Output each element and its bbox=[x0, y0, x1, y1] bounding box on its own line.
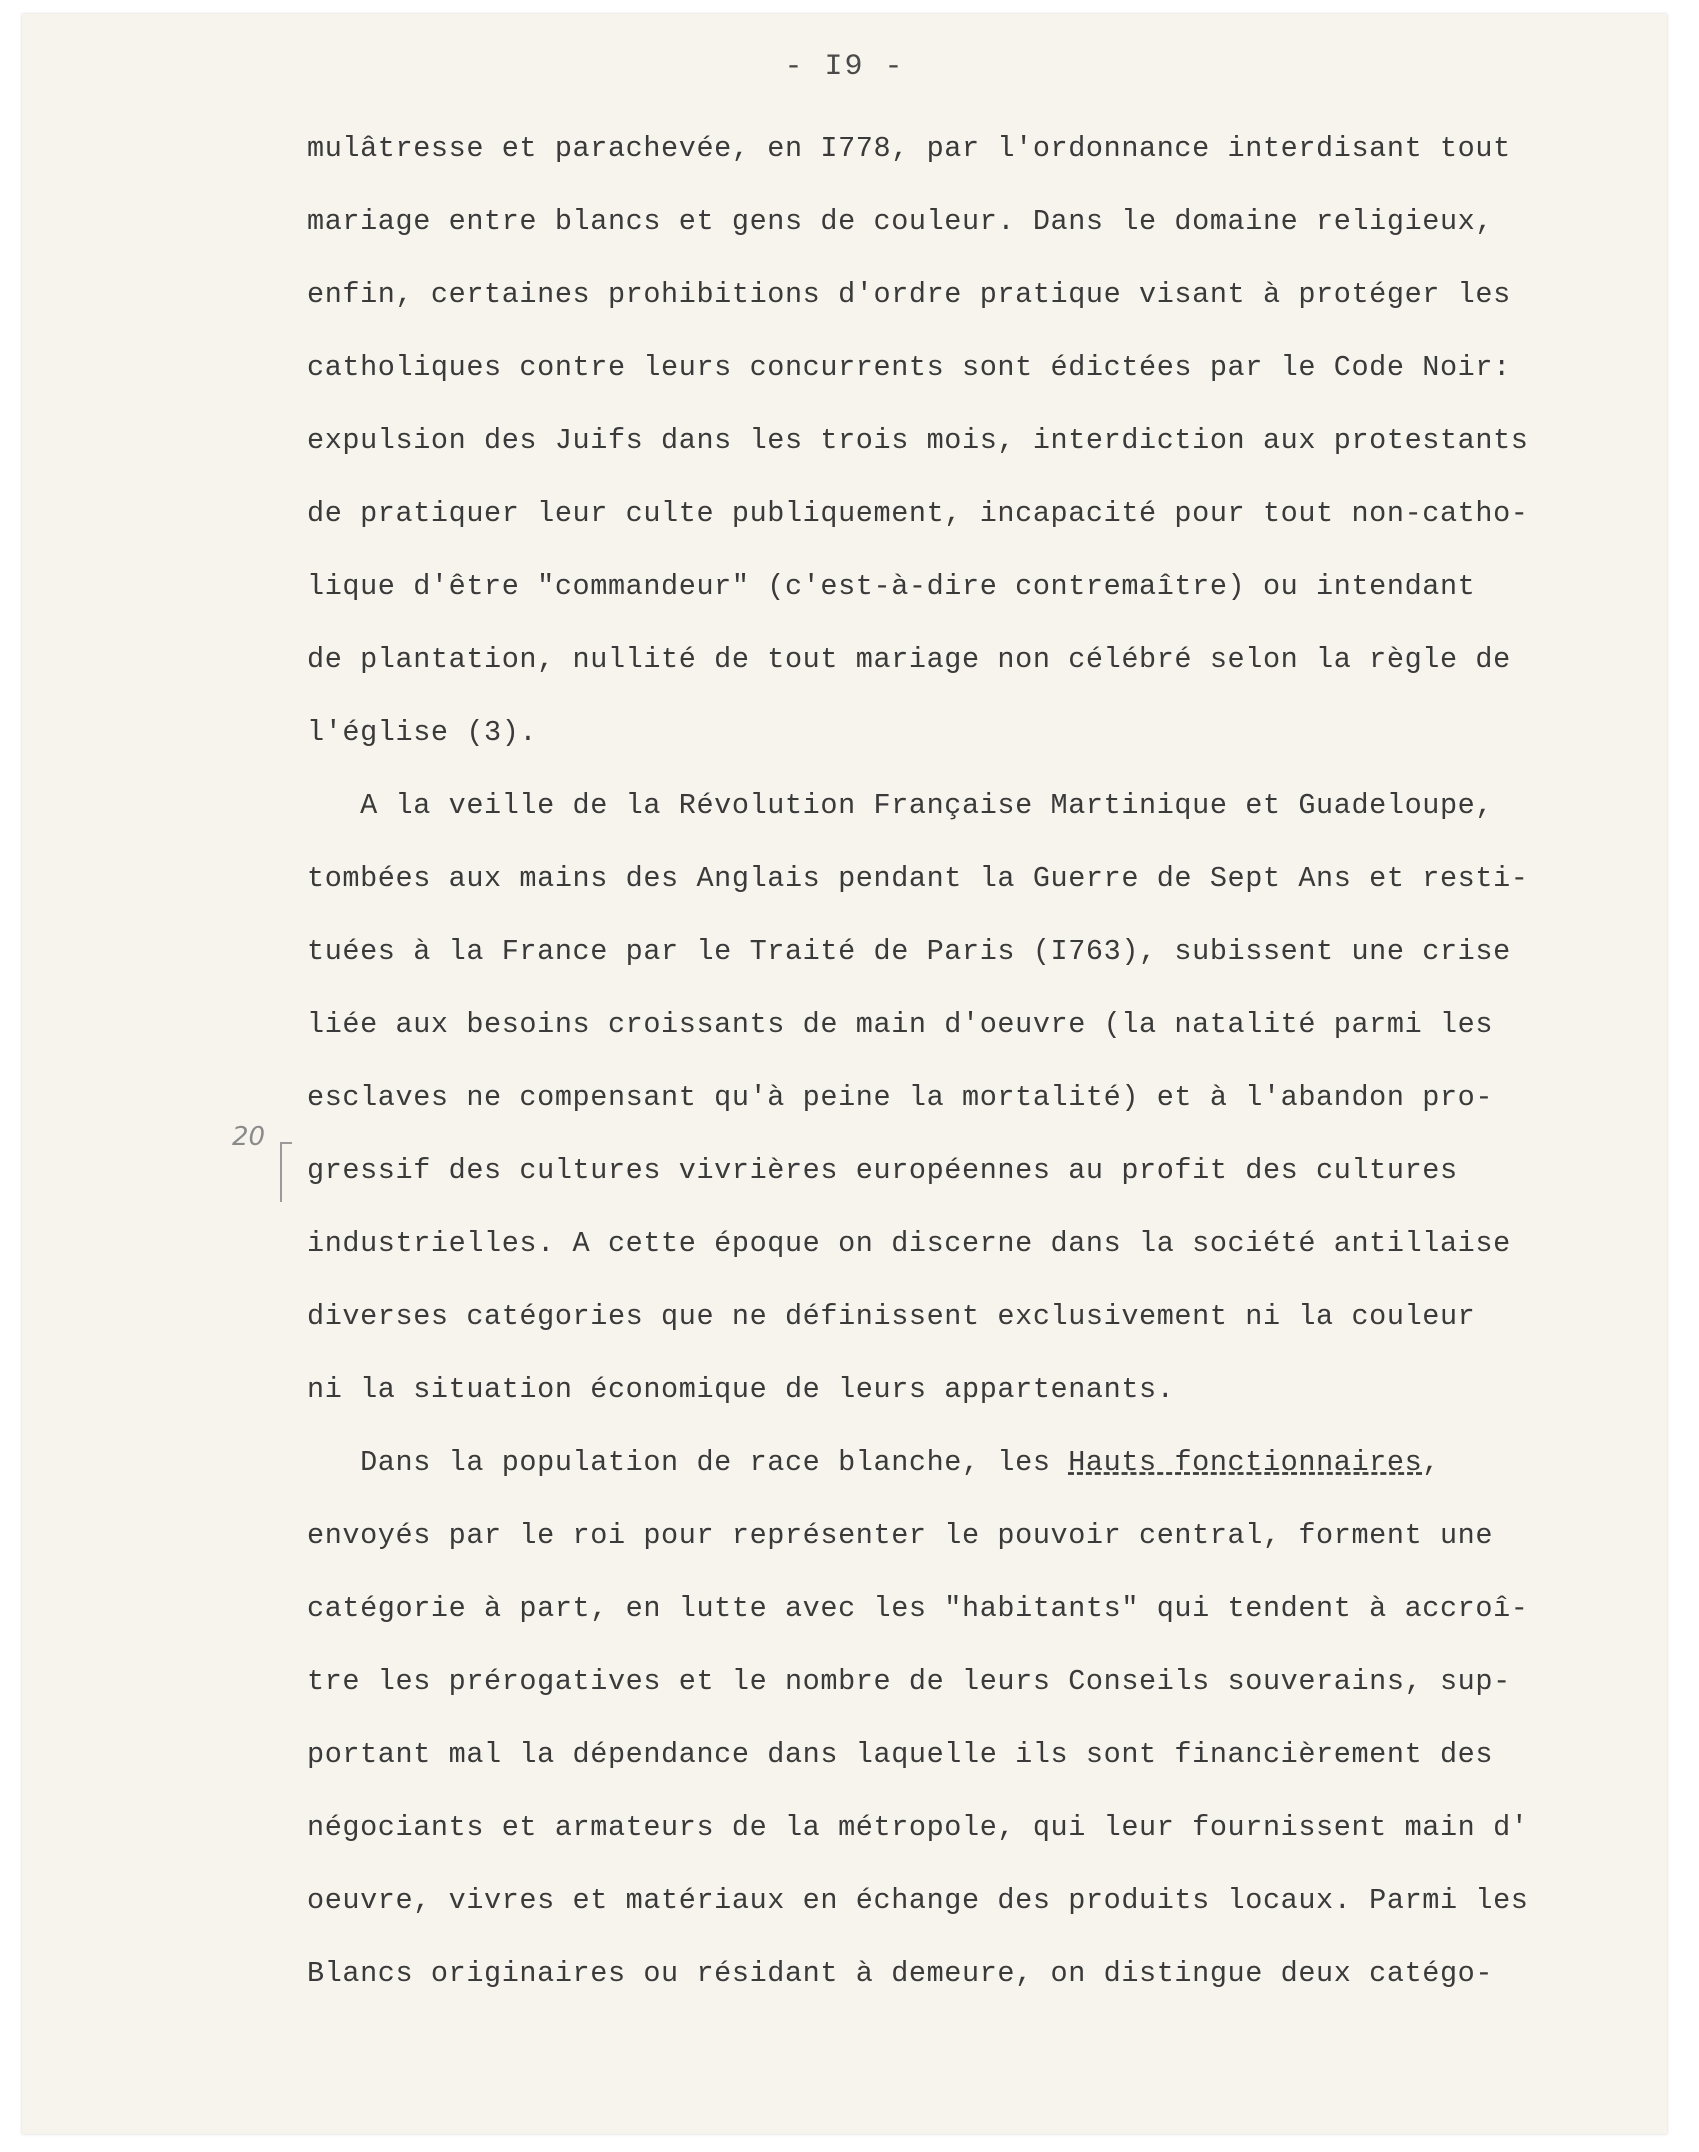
text-segment: Dans la population de race blanche, les bbox=[307, 1446, 1069, 1479]
text-line: liée aux besoins croissants de main d'oeuvre (la natalité parmi les bbox=[307, 1008, 1494, 1041]
body-text bbox=[307, 124, 1697, 2022]
text-line: Blancs originaires ou résidant à demeure, on distingue deux catégo- bbox=[307, 1957, 1494, 1990]
text-line: portant mal la dépendance dans laquelle ils sont financièrement des bbox=[307, 1738, 1494, 1771]
text-line bbox=[307, 1438, 1697, 1511]
text-line: tuées à la France par le Traité de Paris (I763), subissent une crise bbox=[307, 935, 1511, 968]
text-line: catholiques contre leurs concurrents sont édictées par le Code Noir: bbox=[307, 351, 1511, 384]
text-line: mulâtresse et parachevée, en I778, par l'ordonnance interdisant tout bbox=[307, 132, 1511, 165]
text-line: de pratiquer leur culte publiquement, incapacité pour tout non-catho- bbox=[307, 497, 1529, 530]
text-line: catégorie à part, en lutte avec les "habitants" qui tendent à accroî- bbox=[307, 1592, 1529, 1625]
text-line: diverses catégories que ne définissent exclusivement ni la couleur bbox=[307, 1300, 1476, 1333]
page-number: - I9 - bbox=[784, 50, 905, 84]
text-line: tre les prérogatives et le nombre de leurs Conseils souverains, sup- bbox=[307, 1665, 1511, 1698]
text-line: de plantation, nullité de tout mariage non célébré selon la règle de bbox=[307, 643, 1511, 676]
margin-bracket-mark bbox=[280, 1142, 292, 1202]
text-line: expulsion des Juifs dans les trois mois, interdiction aux protestants bbox=[307, 424, 1529, 457]
text-line: l'église (3). bbox=[307, 716, 538, 749]
text-line: esclaves ne compensant qu'à peine la mortalité) et à l'abandon pro- bbox=[307, 1081, 1494, 1114]
text-segment: , bbox=[1422, 1446, 1440, 1479]
text-line: ni la situation économique de leurs appartenants. bbox=[307, 1373, 1175, 1406]
underlined-term: Hauts fonctionnaires bbox=[1068, 1446, 1423, 1479]
typewritten-page bbox=[22, 14, 1667, 2134]
text-line: A la veille de la Révolution Française Martinique et Guadeloupe, bbox=[307, 789, 1494, 822]
text-line: mariage entre blancs et gens de couleur. Dans le domaine religieux, bbox=[307, 205, 1494, 238]
text-line: enfin, certaines prohibitions d'ordre pratique visant à protéger les bbox=[307, 278, 1511, 311]
text-line: lique d'être "commandeur" (c'est-à-dire contremaître) ou intendant bbox=[307, 570, 1476, 603]
text-line: oeuvre, vivres et matériaux en échange des produits locaux. Parmi les bbox=[307, 1884, 1529, 1917]
text-line: industrielles. A cette époque on discerne dans la société antillaise bbox=[307, 1227, 1511, 1260]
margin-page-note: 20 bbox=[232, 1122, 266, 1152]
text-line: envoyés par le roi pour représenter le pouvoir central, forment une bbox=[307, 1519, 1494, 1552]
text-line: gressif des cultures vivrières européennes au profit des cultures bbox=[307, 1154, 1458, 1187]
text-line: négociants et armateurs de la métropole, qui leur fournissent main d' bbox=[307, 1811, 1529, 1844]
text-line: tombées aux mains des Anglais pendant la Guerre de Sept Ans et resti- bbox=[307, 862, 1529, 895]
